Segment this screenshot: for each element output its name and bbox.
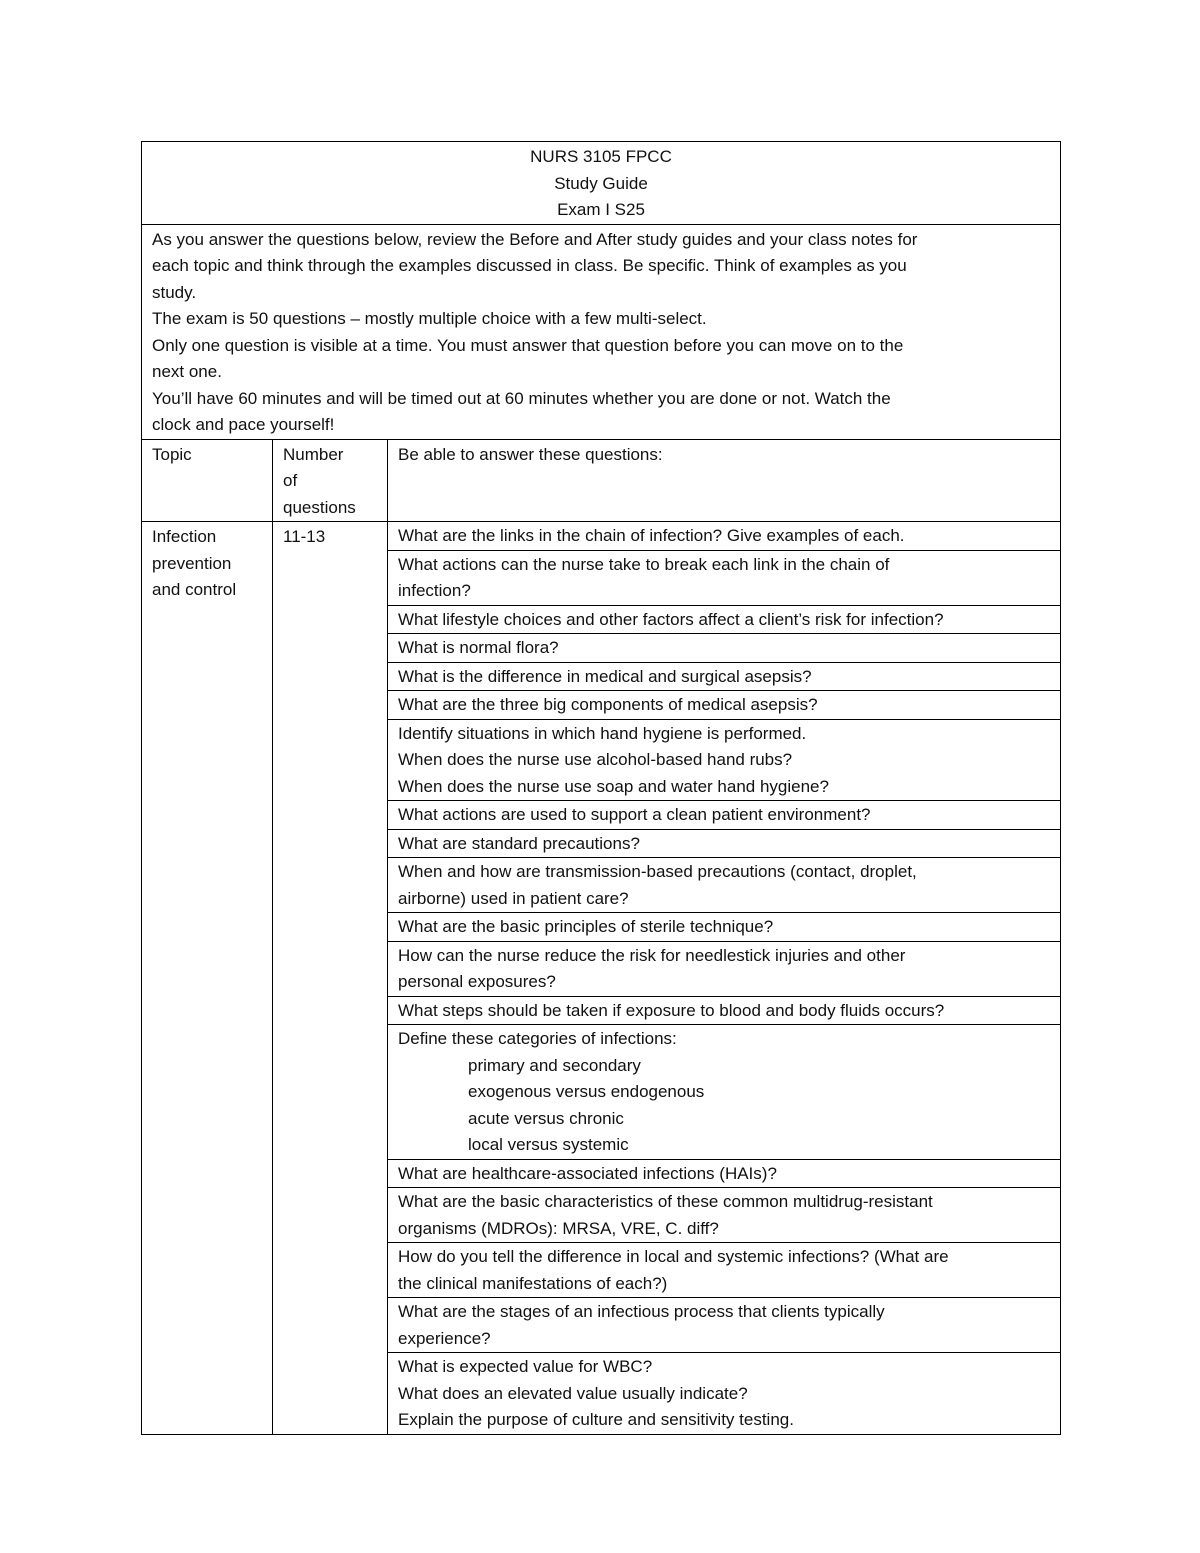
question-text: What are the stages of an infectious process that clients typically <box>398 1302 885 1321</box>
question-text: When does the nurse use alcohol-based hand rubs? <box>398 750 793 769</box>
question-cell <box>388 1353 1061 1435</box>
topic-name-cell <box>142 522 273 1435</box>
category-item: local versus systemic <box>468 1135 629 1154</box>
questions-header <box>388 439 1061 522</box>
question-text: infection? <box>398 581 471 600</box>
number-header-line: questions <box>283 497 356 517</box>
question-cell <box>388 550 1061 605</box>
topic-name-line: prevention <box>152 553 232 573</box>
question-cell <box>388 801 1061 830</box>
header-row <box>142 439 1061 522</box>
intro-line: next one. <box>152 362 222 381</box>
intro-line: each topic and think through the examples discussed in class. Be specific. Think of examples as you <box>152 256 907 275</box>
question-cell <box>388 1188 1061 1243</box>
question-text: What actions are used to support a clean patient environment? <box>398 805 871 824</box>
question-text: What is normal flora? <box>398 638 559 657</box>
question-text: What are the basic principles of sterile technique? <box>398 917 774 936</box>
question-text: What does an elevated value usually indicate? <box>398 1383 748 1403</box>
question-cell <box>388 996 1061 1025</box>
question-cell <box>388 691 1061 720</box>
intro-line: study. <box>152 282 197 302</box>
question-text: the clinical manifestations of each?) <box>398 1273 668 1293</box>
intro-line: As you answer the questions below, review the Before and After study guides and your class notes for <box>152 229 918 249</box>
question-cell <box>388 634 1061 663</box>
question-cell <box>388 1159 1061 1188</box>
question-text: organisms (MDROs): MRSA, VRE, C. diff? <box>398 1218 719 1238</box>
question-cell <box>388 719 1061 801</box>
question-text: Define these categories of infections: <box>398 1029 677 1048</box>
questions-header-label: Be able to answer these questions: <box>398 444 663 464</box>
question-text: experience? <box>398 1328 491 1348</box>
intro-line: The exam is 50 questions – mostly multiple choice with a few multi-select. <box>152 309 707 328</box>
question-text: When does the nurse use soap and water hand hygiene? <box>398 776 829 796</box>
study-guide-table <box>141 141 1061 1435</box>
topic-name-line: Infection <box>152 527 217 546</box>
question-row <box>142 522 1061 551</box>
topic-name-line: and control <box>152 580 237 599</box>
question-text: What are the three big components of medical asepsis? <box>398 695 818 714</box>
question-text: What are the links in the chain of infection? Give examples of each. <box>398 526 905 545</box>
question-text: personal exposures? <box>398 972 556 991</box>
question-text: What lifestyle choices and other factors affect a client’s risk for infection? <box>398 609 944 629</box>
question-cell <box>388 858 1061 913</box>
number-header-line: Number <box>283 444 344 464</box>
title-row <box>142 142 1061 225</box>
number-header <box>273 439 388 522</box>
category-item: acute versus chronic <box>468 1108 624 1128</box>
topic-count: 11-13 <box>283 527 326 546</box>
document-title: Study Guide <box>554 173 648 193</box>
question-text: What are healthcare-associated infections (HAIs)? <box>398 1163 777 1183</box>
question-text: What actions can the nurse take to break each link in the chain of <box>398 554 890 574</box>
question-cell <box>388 605 1061 634</box>
question-text: What are standard precautions? <box>398 833 640 853</box>
topic-count-cell <box>273 522 388 1435</box>
category-item: exogenous versus endogenous <box>468 1082 705 1101</box>
topic-header-label: Topic <box>152 444 192 464</box>
study-guide-page <box>141 141 1060 1435</box>
intro-row <box>142 224 1061 439</box>
question-cell <box>388 941 1061 996</box>
question-text: When and how are transmission-based precautions (contact, droplet, <box>398 862 917 881</box>
question-text: Explain the purpose of culture and sensitivity testing. <box>398 1410 794 1429</box>
intro-line: Only one question is visible at a time. You must answer that question before you can move on to the <box>152 335 904 355</box>
question-text: What is expected value for WBC? <box>398 1357 653 1376</box>
course-title: NURS 3105 FPCC <box>530 147 672 166</box>
intro-line: You’ll have 60 minutes and will be timed out at 60 minutes whether you are done or not. Watch the <box>152 388 891 408</box>
number-header-line: of <box>283 471 298 490</box>
question-cell <box>388 1298 1061 1353</box>
question-cell <box>388 1025 1061 1160</box>
question-text: Identify situations in which hand hygiene is performed. <box>398 723 807 743</box>
intro-line: clock and pace yourself! <box>152 415 335 434</box>
question-text: How can the nurse reduce the risk for needlestick injuries and other <box>398 945 906 965</box>
question-text: What is the difference in medical and surgical asepsis? <box>398 666 812 686</box>
question-text: How do you tell the difference in local and systemic infections? (What are <box>398 1247 949 1266</box>
question-cell <box>388 1243 1061 1298</box>
question-cell <box>388 662 1061 691</box>
intro-cell <box>142 224 1061 439</box>
category-item: primary and secondary <box>468 1055 641 1075</box>
question-cell <box>388 829 1061 858</box>
question-cell <box>388 913 1061 942</box>
question-text: What steps should be taken if exposure to blood and body fluids occurs? <box>398 1000 945 1020</box>
topic-header <box>142 439 273 522</box>
title-cell <box>142 142 1061 225</box>
question-text: airborne) used in patient care? <box>398 888 629 908</box>
exam-title: Exam I S25 <box>557 200 645 219</box>
question-cell <box>388 522 1061 551</box>
question-text: What are the basic characteristics of these common multidrug-resistant <box>398 1192 933 1211</box>
